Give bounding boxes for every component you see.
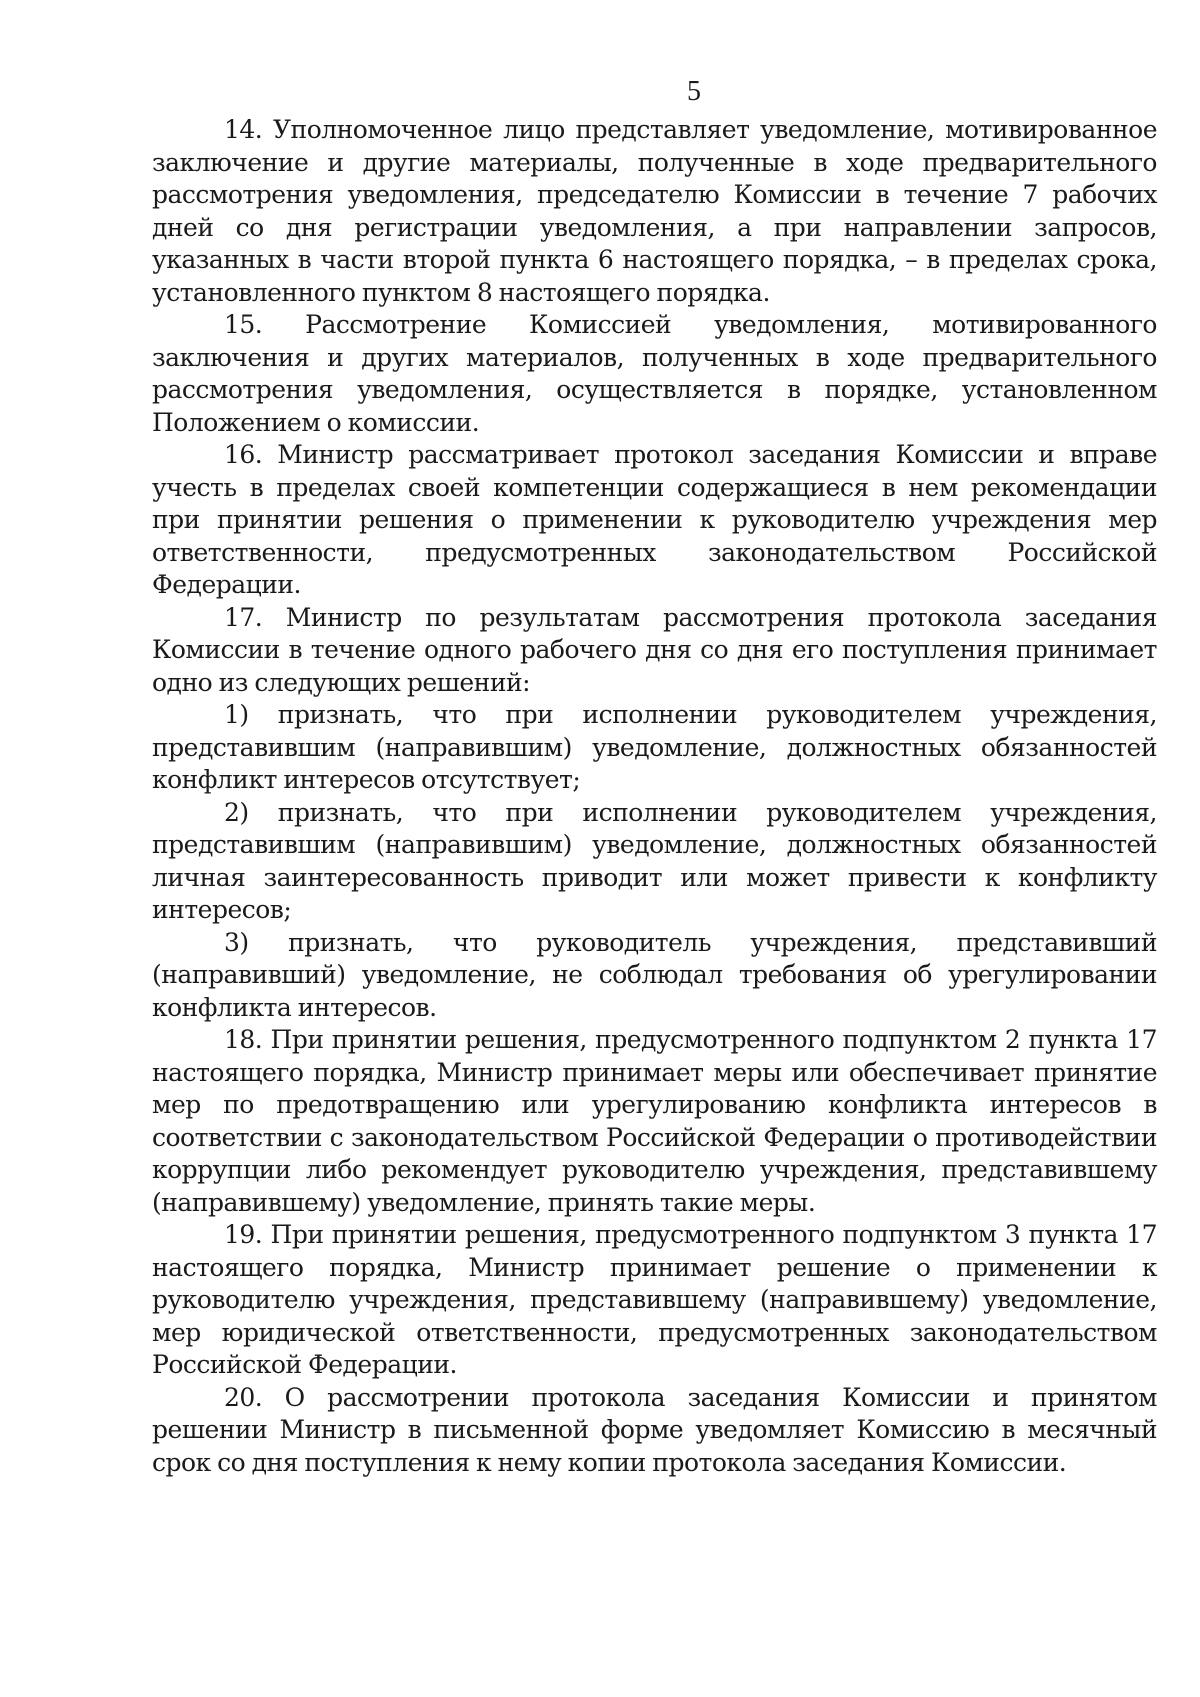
paragraph-17-item-1: 1) признать, что при исполнении руководителем учреждения, представившим (направившим) уведомление, должностных обязанностей конфликт интересов отсутствует; xyxy=(152,700,1157,794)
paragraph-15: 15. Рассмотрение Комиссией уведомления, мотивированного заключения и других материалов, полученных в ходе предварительного рассмотрения уведомления, осуществляется в порядке, установленном Положением о комиссии. xyxy=(152,310,1157,437)
page-number: 5 xyxy=(687,76,701,107)
paragraph-16: 16. Министр рассматривает протокол заседания Комиссии и вправе учесть в пределах своей компетенции содержащиеся в нем рекомендации при принятии решения о применении к руководителю учреждения мер ответственности, предусмотренных законодательством Российской Федерации. xyxy=(152,440,1157,599)
paragraph-17-item-2: 2) признать, что при исполнении руководителем учреждения, представившим (направившим) уведомление, должностных обязанностей личная заинтересованность приводит или может привести к конфликту интересов; xyxy=(152,797,1157,924)
paragraph-19: 19. При принятии решения, предусмотренного подпунктом 3 пункта 17 настоящего порядка, Министр принимает решение о применении к руководителю учреждения, представившему (направившему) уведомление, мер юридической ответственности, предусмотренных законодательством Российской Федерации. xyxy=(152,1220,1157,1379)
paragraph-14: 14. Уполномоченное лицо представляет уведомление, мотивированное заключение и другие материалы, полученные в ходе предварительного рассмотрения уведомления, председателю Комиссии в течение 7 рабочих дней со дня регистрации уведомления, а при направлении запросов, указанных в части второй пункта 6 настоящего порядка, – в пределах срока, установленного пунктом 8 настоящего порядка. xyxy=(152,115,1157,307)
paragraph-20: 20. О рассмотрении протокола заседания Комиссии и принятом решении Министр в письменной форме уведомляет Комиссию в месячный срок со дня поступления к нему копии протокола заседания Комиссии. xyxy=(152,1382,1157,1477)
paragraph-18: 18. При принятии решения, предусмотренного подпунктом 2 пункта 17 настоящего порядка, Министр принимает меры или обеспечивает принятие мер по предотвращению или урегулированию конфликта интересов в соответствии с законодательством Российской Федерации о противодействии коррупции либо рекомендует руководителю учреждения, представившему (направившему) уведомление, принять такие меры. xyxy=(152,1025,1157,1217)
paragraph-17-item-3: 3) признать, что руководитель учреждения, представивший (направивший) уведомление, не соблюдал требования об урегулировании конфликта интересов. xyxy=(152,927,1157,1022)
document-body xyxy=(152,114,1157,1479)
paragraph-17: 17. Министр по результатам рассмотрения протокола заседания Комиссии в течение одного рабочего дня со дня его поступления принимает одно из следующих решений: xyxy=(152,602,1157,697)
